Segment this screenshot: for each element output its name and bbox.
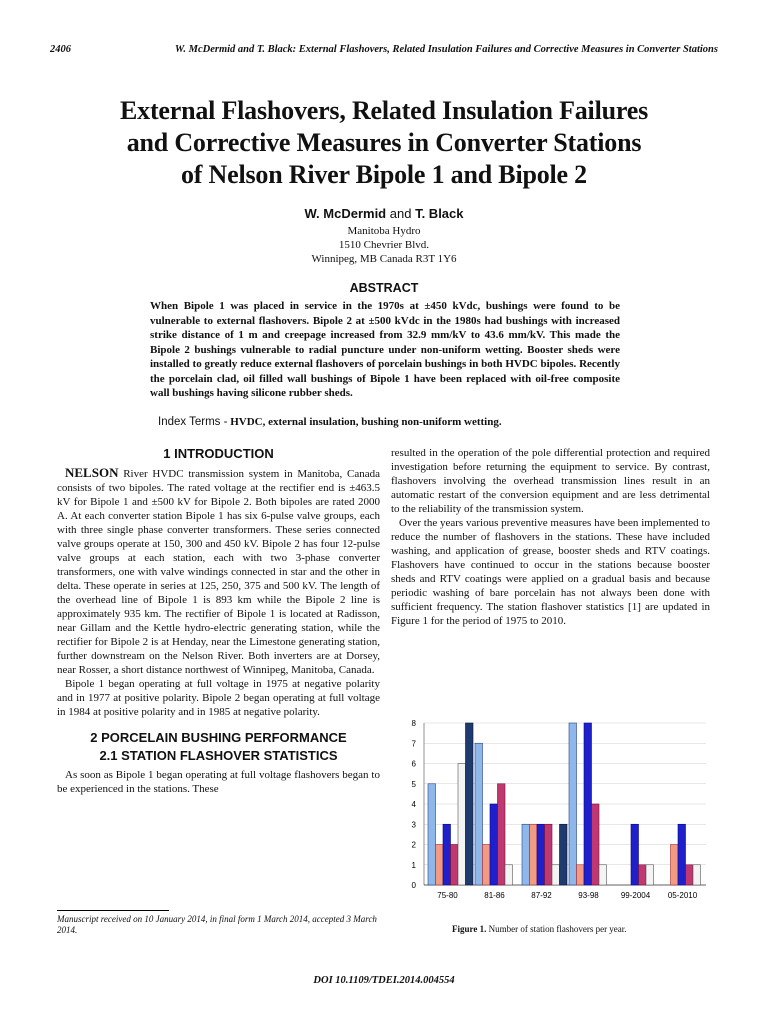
y-tick-label: 7 [411,739,416,749]
index-terms [158,416,502,428]
paragraph: Bipole 1 began operating at full voltage in 1975 at negative polarity and in 1977 at positive polarity. Bipole 2 began operating at full voltage in 1984 at positive polarity and in 1985 at negative polarity. [57,678,380,718]
right-column [391,446,710,628]
y-tick-label: 1 [411,860,416,870]
bar [443,824,451,885]
y-tick-label: 8 [411,719,416,728]
bar [639,865,647,885]
x-tick-label: 05-2010 [667,891,698,900]
paper-title [90,95,678,191]
figure-label: Figure 1. [452,924,487,934]
author-list [0,206,768,221]
bar [451,845,459,886]
bar [498,784,506,885]
page-number: 2406 [50,44,71,55]
x-tick-label: 93-98 [578,891,599,900]
bar [678,824,686,885]
title-line: and Corrective Measures in Converter Stations [126,128,642,157]
author-conjunction: and [389,206,412,221]
bar [552,865,560,885]
title-line: External Flashovers, Related Insulation Failures [120,96,648,125]
bar [592,804,600,885]
paragraph: resulted in the operation of the pole differential protection and required investigation before returning the equipment to service. By contrast, flashovers involving the overhead transmission lines result in an automatic restart of the conversion equipment and are less detrimental to the reliability of the transmission system. [391,447,710,515]
bar [428,784,436,885]
subsection-heading-statistics: 2.1 STATION FLASHOVER STATISTICS [99,748,338,763]
figure-caption [452,924,627,934]
lead-word: NELSON [65,465,119,480]
y-tick-label: 5 [411,779,416,789]
y-tick-label: 0 [411,881,416,890]
x-tick-label: 81-86 [484,891,505,900]
affiliation [0,224,768,266]
author-name: W. McDermid [304,206,387,221]
running-title: W. McDermid and T. Black: External Flashovers, Related Insulation Failures and Corrective Measures in Converter Stations [174,44,718,55]
figure-caption-text: Number of station flashovers per year. [488,924,627,934]
bar [530,824,538,885]
bar [505,865,513,885]
section-heading-introduction: 1 INTRODUCTION [163,446,274,461]
index-terms-text: HVDC, external insulation, bushing non-uniform wetting. [230,416,502,428]
bar [686,865,694,885]
bar [522,824,530,885]
paragraph: Over the years various preventive measures have been implemented to reduce the number of flashovers in the stations. These have included washing, and application of grease, booster sheds and RTV coatings. Flashovers have continued to occur in the stations because booster sheds and RTV coatings were applied on a gradual basis and because periodic washing of bare porcelain has not always been done with sufficient frequency. The station flashover statistics [1] are updated in Figure 1 for the period of 1975 to 2010. [391,517,710,627]
x-tick-label: 75-80 [437,891,458,900]
y-tick-label: 3 [411,820,416,830]
bar [599,865,607,885]
affiliation-line: 1510 Chevrier Blvd. [338,239,430,251]
bar [569,723,577,885]
bar [466,723,474,885]
bar [483,845,491,886]
bar [537,824,545,885]
y-tick-label: 2 [411,840,416,850]
left-column [57,447,380,796]
bar [436,845,444,886]
doi: DOI 10.1109/TDEI.2014.004554 [313,975,455,986]
index-terms-label: Index Terms - [158,416,228,428]
x-tick-label: 87-92 [531,891,552,900]
bar [671,845,679,886]
bar [693,865,701,885]
affiliation-line: Manitoba Hydro [347,225,421,237]
bar [475,743,483,885]
bar [646,865,654,885]
x-tick-label: 99-2004 [620,891,651,900]
y-tick-label: 4 [411,800,416,809]
footnote: Manuscript received on 10 January 2014, in final form 1 March 2014, accepted 3 March 2014. [57,914,377,935]
bar [560,824,568,885]
bar [458,764,466,886]
paragraph-text: River HVDC transmission system in Manitoba, Canada consists of two bipoles. The rated voltage at the rectifier end is ±463.5 kV for Bipole 1 and ±500 kV for Bipole 2. Both bipoles are rated 2000 A. At each converter station Bipole 1 has six 6-pulse valve groups, each with three single phase converter transformers. These series connected valve groups operate at 150, 300 and 450 kV. Bipole 2 has four 12-pulse valve groups at each station, each with two 3-phase converter transformers, one with valve windings connected in star and the other in delta. These operate in series at 125, 250, 375 and 500 kV. The length of the overhead line of Bipole 1 is 893 km while the Bipole 2 line is approximately 935 km. The rectifier of Bipole 1 is located at Radisson, near Gillam and the Kettle hydro-electric generating station, while the rectifier for Bipole 2 is at Henday, near the Limestone generating station, further downstream on the Nelson River. Both inverters are at Dorsey, near Rosser, a short distance northwest of Winnipeg, Manitoba, Canada. [57,468,380,676]
bar [577,865,585,885]
abstract-text: When Bipole 1 was placed in service in the 1970s at ±450 kVdc, bushings were found to be vulnerable to external flashovers. Bipole 2 at ±500 kVdc in the 1980s had bushings with increased strike distance of 1 m and creepage increased from 32.9 mm/kV to 43.6 mm/kV. This made the Bipole 2 bushings vulnerable to radial puncture under non-uniform wetting. Booster sheds were installed to greatly reduce external flashovers of porcelain bushings in both HVDC bipoles. Recently the porcelain clad, oil filled wall bushings of Bipole 1 have been replaced with oil-free composite wall bushings having silicone rubber sheds. [150,300,620,399]
title-line: of Nelson River Bipole 1 and Bipole 2 [181,160,587,189]
y-tick-label: 6 [411,759,416,769]
section-heading-porcelain: 2 PORCELAIN BUSHING PERFORMANCE [90,730,347,745]
paragraph [57,466,380,677]
flashover-bar-chart [392,712,712,912]
abstract-heading: ABSTRACT [349,281,419,295]
bar [631,824,639,885]
bar [490,804,498,885]
footnote-rule [57,910,169,911]
paragraph: As soon as Bipole 1 began operating at full voltage flashovers began to be experienced in the stations. These [57,769,380,795]
affiliation-line: Winnipeg, MB Canada R3T 1Y6 [311,253,457,265]
bar [584,723,592,885]
author-name: T. Black [415,206,464,221]
bar [545,824,553,885]
